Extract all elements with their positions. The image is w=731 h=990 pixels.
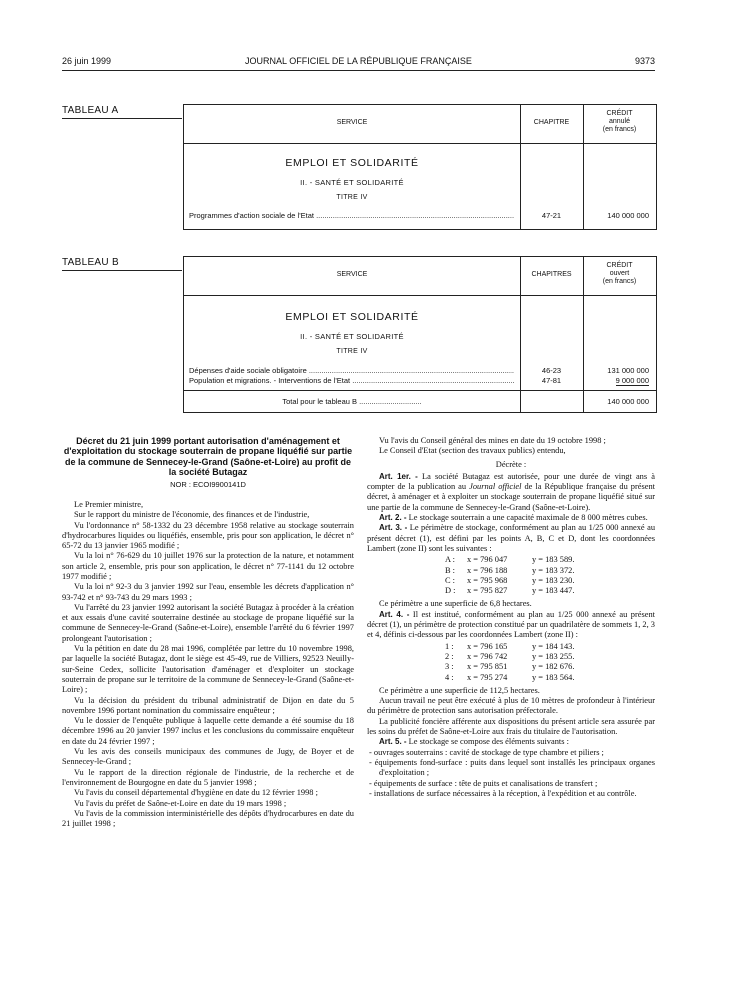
tableau-a-header [184, 105, 656, 144]
col-credit-header: CRÉDIT annulé (en francs) [602, 110, 637, 133]
coordinate-row: 3 : x = 795 851 y = 182 676. [445, 662, 575, 672]
total-value: 140 000 000 [607, 397, 649, 406]
credit-value: 9 000 000 [615, 376, 649, 385]
paragraph: Vu l'avis du Conseil général des mines en date du 19 octobre 1998 ; [379, 436, 606, 445]
col-service-header: SERVICE [336, 119, 368, 126]
article-2: Art. 2. - Le stockage souterrain a une capacité maximale de 8 000 mètres cubes. [379, 513, 648, 523]
chapitre-value: 46-23 [541, 366, 562, 375]
article-4: Art. 4. - Il est institué, conformément au plan au 1/25 000 annexé au présent décret (1), un périmètre de protection constitué par un quadrilatère de sommets 1, 2, 3 et 4, définis ci-dessous par les coordonnées Lambert (zone II) : [367, 609, 655, 640]
decrete-heading: Décrète : [495, 459, 527, 469]
total-row: Total pour le tableau B .............................. [282, 397, 422, 406]
paragraph: Le Conseil d'Etat (section des travaux publics) entendu, [379, 446, 566, 456]
article-label: Art. 1er. - [379, 471, 418, 481]
col-credit-header: CRÉDIT ouvert (en francs) [602, 262, 637, 285]
ministry-heading: EMPLOI ET SOLIDARITÉ [285, 157, 419, 169]
coordinate-row: B : x = 796 188 y = 183 372. [445, 565, 575, 575]
paragraph: Vu la décision du président du tribunal administratif de Dijon en date du 5 novembre 1996 portant nomination du commissaire enquêteur ; [62, 695, 354, 715]
col-chapitres-header: CHAPITRES [531, 271, 572, 278]
article-3: Art. 3. - Le périmètre de stockage, conformément au plan au 1/25 000 annexé au présent décret (1), est défini par les points A, B, C et D, dont les coordonnées Lambert (zone II) sont les suivantes : [367, 523, 656, 553]
section-heading: II. - SANTÉ ET SOLIDARITÉ [300, 332, 404, 341]
coordinate-row: C : x = 795 968 y = 183 230. [445, 575, 575, 585]
paragraph: Vu les avis des conseils municipaux des communes de Jugy, de Boyer et de Sennecey-le-Grand ; [62, 747, 354, 767]
titre-heading: TITRE IV [336, 194, 368, 201]
nor-reference: NOR : ECOI9900141D [170, 479, 246, 489]
list-item: - équipements de surface : tête de puits et canalisations de transfert ; [369, 778, 598, 788]
tableau-a-label: TABLEAU A [62, 105, 119, 116]
tableau-b-rule [62, 270, 182, 271]
page-number: 9373 [634, 56, 655, 66]
issue-date: 26 juin 1999 [62, 56, 112, 66]
col-service-header: SERVICE [336, 271, 368, 278]
tableau-b-header [184, 257, 656, 296]
running-header [62, 56, 655, 70]
coordinates-list [367, 555, 655, 596]
list-item: - ouvrages souterrains : cavité de stockage de type chambre et piliers ; [369, 747, 604, 757]
paragraph: Ce périmètre a une superficie de 112,5 hectares. [379, 685, 540, 695]
paragraph: Vu l'arrêté du 23 janvier 1992 autorisant la société Butagaz à procéder à la création et aux essais d'une cavité souterraine destinée au stockage de propane liquéfié sur la commune de Sennecey-le-Grand (Saône-et-Loire), ensemble l'arrêté du 6 février 1997 prolongeant l'autorisation ; [62, 602, 354, 643]
right-column [367, 436, 655, 799]
paragraph: Sur le rapport du ministre de l'économie, des finances et de l'industrie, [74, 510, 310, 520]
chapitre-value: 47-21 [541, 211, 562, 220]
credit-value: 131 000 000 [607, 366, 649, 375]
paragraph: Vu l'avis de la commission interministérielle des dépôts d'hydrocarbures en date du 21 juillet 1998 ; [62, 808, 354, 829]
paragraph: La publicité foncière afférente aux dispositions du présent article sera assurée par les soins du préfet de Saône-et-Loire aux frais du titulaire de l'autorisation. [367, 716, 655, 737]
article-label: Art. 2. - [379, 513, 407, 523]
paragraph: Le Premier ministre, [74, 499, 144, 509]
header-rule [62, 70, 655, 71]
article-label: Art. 5. - [379, 737, 407, 747]
article-5: Art. 5. - Le stockage se compose des éléments suivants : [379, 737, 569, 747]
tableau-b-label: TABLEAU B [62, 257, 119, 268]
coordinate-row: 2 : x = 796 742 y = 183 255. [445, 651, 575, 661]
tableau-a: SERVICE CHAPITRE CRÉDIT annulé (en francs) EMPLOI ET SOLIDARITÉ II. - SANTÉ ET SOLIDARITÉ TITRE IV Programmes d'action sociale de l'Etat ..... 47-21 140 000 000 [183, 104, 657, 230]
paragraph: Vu l'avis du préfet de Saône-et-Loire en date du 19 mars 1998 ; [74, 798, 287, 808]
coordinates-list [367, 642, 655, 683]
paragraph: Vu la loi n° 76-629 du 10 juillet 1976 sur la protection de la nature, et notamment son article 2, ensemble, pris pour son application, le décret n° 77-1141 du 12 octobre 1977 modifié ; [62, 551, 354, 581]
coordinate-row: D : x = 795 827 y = 183 447. [445, 586, 575, 596]
coordinate-row: A : x = 796 047 y = 183 589. [445, 555, 575, 565]
paragraph: Aucun travail ne peut être exécuté à plus de 10 mètres de profondeur à l'intérieur du périmètre de protection sans autorisation préfectorale. [367, 696, 655, 716]
titre-heading: TITRE IV [336, 348, 368, 355]
coordinate-row: 1 : x = 796 165 y = 184 143. [445, 641, 575, 651]
coordinate-row: 4 : x = 795 274 y = 183 564. [445, 672, 575, 682]
paragraph: Vu la pétition en date du 28 mai 1996, complétée par lettre du 10 novembre 1998, par laquelle la société Butagaz, dont le siège est 45-49, rue de Villiers, 92523 Neuilly-sur-Seine Cedex, sollicite l'autorisation d'aménager et d'exploiter un stockage souterrain de propane sur le territoire de la commune de Sennecey-le-Grand (Saône-et-Loire) ; [62, 644, 354, 695]
list-item: - installations de surface nécessaires à la réception, à l'expédition et au contrôle. [369, 788, 637, 798]
paragraph: Vu le dossier de l'enquête publique à laquelle cette demande a été soumise du 18 décembre 1996 au 20 janvier 1997 inclus et les conclusions du commissaire enquêteur en date du 24 février 1997 ; [62, 716, 354, 746]
tableau-a-rule [62, 118, 182, 119]
paragraph: Ce périmètre a une superficie de 6,8 hectares. [379, 599, 532, 609]
article-label: Art. 4. - [379, 609, 410, 619]
paragraph: Vu le rapport de la direction régionale de l'industrie, de la recherche et de l'environnement de Bourgogne en date du 5 janvier 1998 ; [62, 767, 354, 787]
credit-value: 140 000 000 [607, 211, 649, 220]
tableau-b: SERVICE CHAPITRES CRÉDIT ouvert (en francs) EMPLOI ET SOLIDARITÉ II. - SANTÉ ET SOLIDARITÉ TITRE IV Dépenses d'aide sociale obligatoire ..... 46-23 131 000 000 Population et migrations. - Interventions de l'Etat ..... 47-81 9 000 000 Total pour le tableau B .............................. 140 000 000 [183, 256, 657, 413]
ministry-heading: EMPLOI ET SOLIDARITÉ [285, 311, 419, 323]
article-1: Art. 1er. - La société Butagaz est autorisée, pour une durée de vingt ans à compter de la publication au Journal officiel de la République française du présent décret, à aménager et à exploiter un stockage souterrain de propane liquéfié situé sur une partie de la commune de Sennecey-le-Grand (Saône-et-Loire). [367, 471, 655, 512]
col-chapitre-header: CHAPITRE [533, 119, 570, 126]
section-heading: II. - SANTÉ ET SOLIDARITÉ [300, 178, 404, 187]
left-column [62, 436, 354, 829]
list-item: - équipements fond-surface : puits dans lequel sont installés les principaux organes d'exploitation ; [369, 757, 655, 778]
paragraph: Vu l'avis du conseil départemental d'hygiène en date du 12 février 1998 ; [74, 788, 318, 798]
decree-title: Décret du 21 juin 1999 portant autorisation d'aménagement et d'exploitation du stockage souterrain de propane liquéfié sur partie de la commune de Sennecey-le-Grand (Saône-et-Loire) au profit de la société Butagaz [63, 436, 353, 478]
article-label: Art. 3. - [379, 523, 408, 533]
chapitre-value: 47-81 [541, 376, 562, 385]
paragraph: Vu l'ordonnance n° 58-1332 du 23 décembre 1958 relative au stockage souterrain d'hydrocarbures liquides ou liquéfiés, ensemble, pris pour son application, le décret n° 65-72 du 13 janvier 1965 modifié ; [62, 520, 354, 551]
journal-title: JOURNAL OFFICIEL DE LA RÉPUBLIQUE FRANÇAISE [245, 56, 472, 66]
paragraph: Vu la loi n° 92-3 du 3 janvier 1992 sur l'eau, ensemble les décrets d'application n° 93-742 et n° 93-743 du 29 mars 1993 ; [62, 582, 354, 602]
